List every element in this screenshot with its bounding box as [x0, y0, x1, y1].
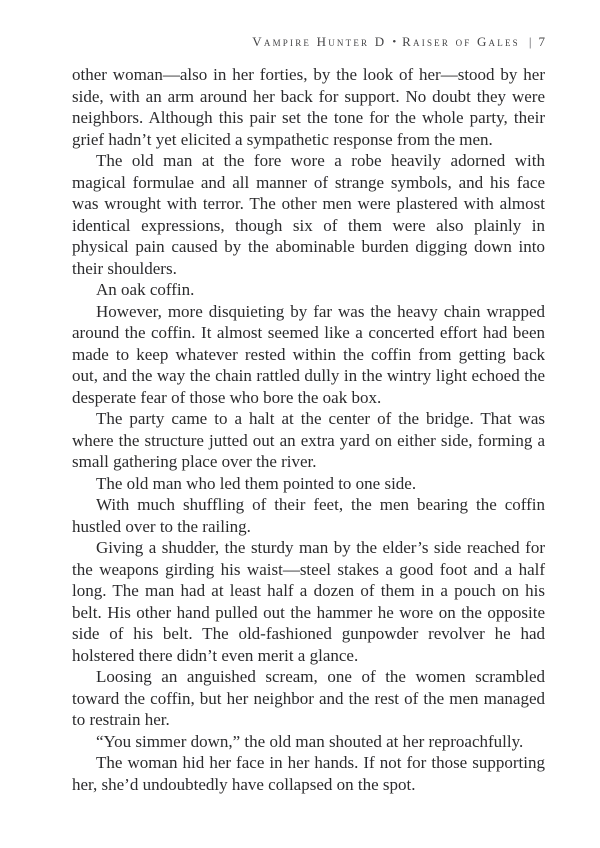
paragraph: other woman—also in her forties, by the look of her—stood by her side, with an arm around her back for support. No doubt they were neighbors. Although this pair set the tone for the whole party, their grief hadn’t yet elicited a sympathetic response from the men.	[72, 65, 545, 149]
paragraph: The old man who led them pointed to one side.	[96, 473, 417, 493]
paragraph: The woman hid her face in her hands. If not for those supporting her, she’d undoubtedly have collapsed on the spot.	[72, 753, 545, 794]
title-separator-bullet: •	[392, 36, 397, 48]
page-number: 7	[538, 34, 545, 49]
chapter-title: Raiser of Gales	[402, 34, 520, 49]
book-title: Vampire Hunter D	[252, 34, 387, 49]
running-header	[72, 34, 545, 50]
paragraph: Loosing an anguished scream, one of the women scrambled toward the coffin, but her neighbor and the rest of the men managed to restrain her.	[72, 667, 545, 729]
paragraph: With much shuffling of their feet, the men bearing the coffin hustled over to the railing.	[72, 495, 545, 536]
paragraph: The party came to a halt at the center of the bridge. That was where the structure jutted out an extra yard on either side, forming a small gathering place over the river.	[72, 409, 545, 471]
paragraph: “You simmer down,” the old man shouted at her reproachfully.	[96, 731, 524, 751]
paragraph: However, more disquieting by far was the heavy chain wrapped around the coffin. It almost seemed like a concerted effort had been made to keep whatever rested within the coffin from getting back out, and the way the chain rattled dully in the wintry light echoed the desperate fear of those who bore the oak box.	[72, 301, 545, 407]
page-number-divider: |	[528, 34, 532, 49]
paragraph: The old man at the fore wore a robe heavily adorned with magical formulae and all manner of strange symbols, and his face was wrought with terror. The other men were plastered with almost identical expressions, though six of them were also plainly in physical pain caused by the abominable burden digging down into their shoulders.	[72, 151, 545, 278]
paragraph: An oak coffin.	[96, 280, 195, 299]
paragraph: Giving a shudder, the sturdy man by the elder’s side reached for the weapons girding his waist—steel stakes a good foot and a half long. The man had at least half a dozen of them in a pouch on his belt. His other hand pulled out the hammer he wore on the opposite side of his belt. The old-fashioned gunpowder revolver he had holstered there didn’t even merit a glance.	[72, 538, 545, 665]
body-text-block	[72, 64, 545, 795]
